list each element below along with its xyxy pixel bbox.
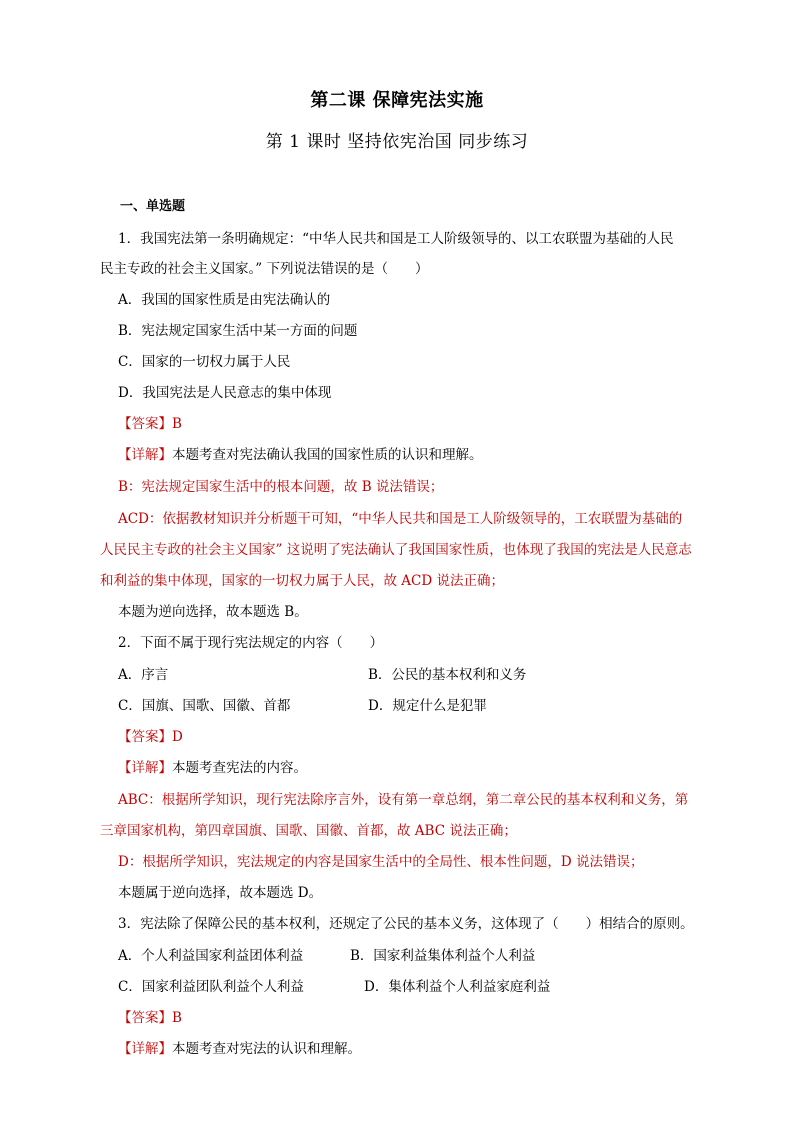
q1-detail xyxy=(118,446,483,464)
q1-stem-line2: 民主专政的社会主义国家。” 下列说法错误的是（ ） xyxy=(100,261,429,277)
q2-explain-abc-line1: ABC：根据所学知识，现行宪法除序言外，设有第一章总纲，第二章公民的基本权利和义务，第 xyxy=(118,792,689,808)
q2-option-b: B．公民的基本权利和义务 xyxy=(368,667,527,683)
detail-label: 【详解】 xyxy=(118,1041,172,1057)
q2-summary: 本题属于逆向选择，故本题选 D。 xyxy=(118,885,323,901)
q2-stem: 2．下面不属于现行宪法规定的内容（ ） xyxy=(118,635,384,651)
q1-explain-acd-line2: 人民民主专政的社会主义国家” 这说明了宪法确认了我国国家性质，也体现了我国的宪法是人民意志 xyxy=(100,542,692,558)
q1-explain-acd-line3: 和利益的集中体现，国家的一切权力属于人民，故 ACD 说法正确； xyxy=(100,573,504,589)
q2-option-d: D．规定什么是犯罪 xyxy=(368,698,487,714)
q1-summary: 本题为逆向选择，故本题选 B。 xyxy=(118,604,308,620)
q2-detail xyxy=(118,759,307,777)
q2-answer xyxy=(118,728,183,746)
q1-answer xyxy=(118,415,182,433)
answer-label: 【答案】 xyxy=(118,1010,172,1026)
detail-text: 本题考查对宪法的认识和理解。 xyxy=(172,1041,361,1057)
answer-value: B xyxy=(172,416,182,432)
answer-label: 【答案】 xyxy=(118,416,172,432)
detail-label: 【详解】 xyxy=(118,760,172,776)
detail-text: 本题考查对宪法确认我国的国家性质的认识和理解。 xyxy=(172,447,483,463)
detail-text: 本题考查宪法的内容。 xyxy=(172,760,307,776)
q3-option-b: B．国家利益集体利益个人利益 xyxy=(350,948,536,964)
q1-explain-b: B：宪法规定国家生活中的根本问题，故 B 说法错误； xyxy=(118,479,444,495)
answer-value: D xyxy=(172,729,183,745)
q3-option-c: C．国家利益团队利益个人利益 xyxy=(118,979,304,995)
q2-option-a: A．序言 xyxy=(118,667,169,683)
q2-option-c: C．国旗、国歌、国徽、首都 xyxy=(118,698,291,714)
detail-label: 【详解】 xyxy=(118,447,172,463)
q3-option-a: A．个人利益国家利益团体利益 xyxy=(118,948,304,964)
section-heading: 一、单选题 xyxy=(120,199,186,214)
q3-stem: 3．宪法除了保障公民的基本权利，还规定了公民的基本义务，这体现了（ ）相结合的原则。 xyxy=(118,916,694,932)
q2-explain-d: D：根据所学知识，宪法规定的内容是国家生活中的全局性、根本性问题，D 说法错误； xyxy=(118,854,644,870)
q1-option-c: C．国家的一切权力属于人民 xyxy=(118,354,291,370)
answer-label: 【答案】 xyxy=(118,729,172,745)
q3-option-d: D．集体利益个人利益家庭利益 xyxy=(364,979,551,995)
q3-detail xyxy=(118,1040,361,1058)
page-title: 第二课 保障宪法实施 xyxy=(310,90,484,111)
answer-value: B xyxy=(172,1010,182,1026)
q1-explain-acd-line1: ACD：依据教材知识并分析题干可知，“中华人民共和国是工人阶级领导的，工农联盟为基础的 xyxy=(118,511,683,527)
q1-option-b: B．宪法规定国家生活中某一方面的问题 xyxy=(118,323,358,339)
q1-option-a: A．我国的国家性质是由宪法确认的 xyxy=(118,292,331,308)
q2-explain-abc-line2: 三章国家机构，第四章国旗、国歌、国徽、首都，故 ABC 说法正确； xyxy=(100,823,517,839)
q3-answer xyxy=(118,1009,182,1027)
page-subtitle: 第 1 课时 坚持依宪治国 同步练习 xyxy=(265,132,529,152)
q1-stem-line1: 1．我国宪法第一条明确规定：“中华人民共和国是工人阶级领导的、以工农联盟为基础的人民 xyxy=(118,231,674,247)
q1-option-d: D．我国宪法是人民意志的集中体现 xyxy=(118,385,332,401)
